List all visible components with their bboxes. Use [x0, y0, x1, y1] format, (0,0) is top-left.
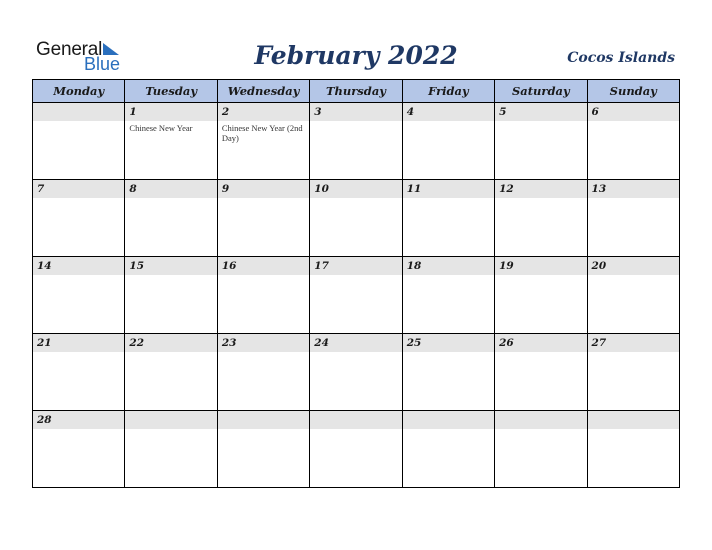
- day-number: [495, 411, 586, 429]
- day-number: 11: [403, 180, 494, 198]
- day-cell: [310, 180, 402, 257]
- day-cell: [587, 257, 679, 334]
- day-number: 10: [310, 180, 401, 198]
- day-number: 25: [403, 334, 494, 352]
- logo-text-blue: Blue: [84, 54, 121, 74]
- day-number: 8: [125, 180, 216, 198]
- day-number: [310, 411, 401, 429]
- calendar-grid: [32, 79, 680, 488]
- day-cell: [33, 411, 125, 488]
- day-cell: [217, 103, 309, 180]
- day-cell: [33, 257, 125, 334]
- day-number: 19: [495, 257, 586, 275]
- day-number: 5: [495, 103, 586, 121]
- country-name: Cocos Islands: [567, 50, 675, 66]
- day-number: 22: [125, 334, 216, 352]
- day-number: 20: [588, 257, 679, 275]
- weekday-header: Friday: [402, 80, 494, 103]
- weekday-header: Thursday: [310, 80, 402, 103]
- day-cell: [33, 103, 125, 180]
- day-cell: [217, 257, 309, 334]
- day-cell: [310, 411, 402, 488]
- day-cell: [217, 411, 309, 488]
- day-cell: [310, 257, 402, 334]
- day-number: 6: [588, 103, 679, 121]
- holiday-label: Chinese New Year: [129, 123, 193, 133]
- weekday-header-row: [33, 80, 680, 103]
- day-cell: [125, 257, 217, 334]
- page-title: February 2022: [254, 41, 458, 70]
- day-number: 12: [495, 180, 586, 198]
- day-cell: [587, 334, 679, 411]
- day-number: 18: [403, 257, 494, 275]
- weekday-header: Wednesday: [217, 80, 309, 103]
- day-number: 15: [125, 257, 216, 275]
- day-number: 14: [33, 257, 124, 275]
- day-cell: [125, 103, 217, 180]
- day-cell: [33, 334, 125, 411]
- day-cell: [587, 411, 679, 488]
- day-number: [33, 103, 124, 121]
- day-number: [125, 411, 216, 429]
- weekday-header: Saturday: [495, 80, 587, 103]
- week-row: [33, 103, 680, 180]
- day-cell: [310, 103, 402, 180]
- weekday-header: Sunday: [587, 80, 679, 103]
- day-cell: [402, 411, 494, 488]
- day-number: [218, 411, 309, 429]
- holiday-label: Chinese New Year (2nd Day): [221, 123, 303, 143]
- weekday-header: Tuesday: [125, 80, 217, 103]
- day-number: 21: [33, 334, 124, 352]
- day-cell: [125, 334, 217, 411]
- day-number: [403, 411, 494, 429]
- day-number: 3: [310, 103, 401, 121]
- day-cell: [310, 334, 402, 411]
- day-cell: [587, 180, 679, 257]
- day-cell: [402, 334, 494, 411]
- day-cell: [402, 103, 494, 180]
- day-cell: [587, 103, 679, 180]
- logo-text-general: General: [36, 39, 103, 60]
- week-row: [33, 180, 680, 257]
- day-number: 9: [218, 180, 309, 198]
- day-number: 13: [588, 180, 679, 198]
- day-cell: [402, 180, 494, 257]
- day-cell: [402, 257, 494, 334]
- week-row: [33, 411, 680, 488]
- day-cell: [495, 103, 587, 180]
- day-cell: [125, 180, 217, 257]
- day-number: 24: [310, 334, 401, 352]
- day-cell: [495, 334, 587, 411]
- day-cell: [217, 180, 309, 257]
- day-number: 23: [218, 334, 309, 352]
- day-number: 16: [218, 257, 309, 275]
- day-number: [588, 411, 679, 429]
- day-number: 4: [403, 103, 494, 121]
- day-cell: [33, 180, 125, 257]
- day-number: 26: [495, 334, 586, 352]
- week-row: [33, 257, 680, 334]
- day-number: 17: [310, 257, 401, 275]
- day-cell: [495, 180, 587, 257]
- day-cell: [495, 257, 587, 334]
- day-cell: [495, 411, 587, 488]
- weekday-header: Monday: [33, 80, 125, 103]
- day-number: 28: [33, 411, 124, 429]
- calendar-body: [33, 103, 680, 488]
- week-row: [33, 334, 680, 411]
- day-number: 1: [125, 103, 216, 121]
- day-cell: [125, 411, 217, 488]
- day-number: 7: [33, 180, 124, 198]
- day-number: 2: [218, 103, 309, 121]
- day-number: 27: [588, 334, 679, 352]
- day-cell: [217, 334, 309, 411]
